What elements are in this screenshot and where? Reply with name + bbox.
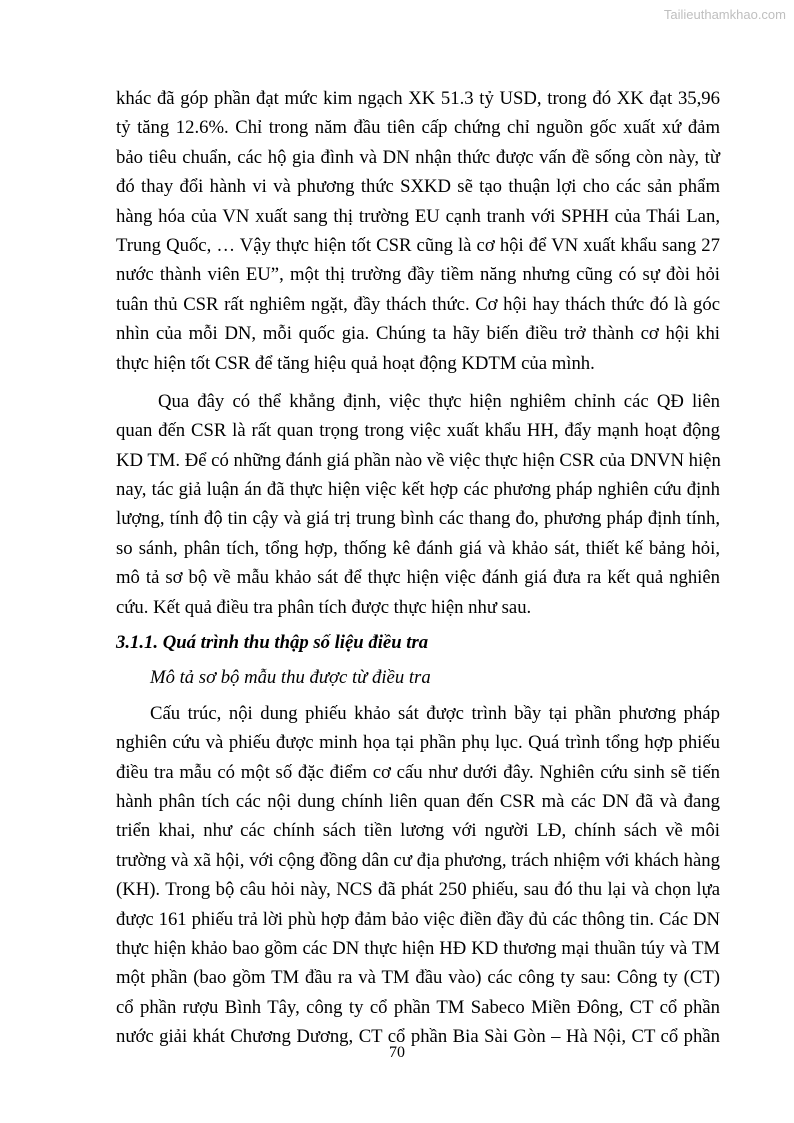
text-line: được 161 phiếu trả lời phù hợp đảm bảo việc điền đầy đủ các thông tin. Các DN bbox=[116, 908, 720, 930]
text-line: so sánh, phân tích, tổng hợp, thống kê đánh giá và khảo sát, thiết kế bảng hỏi, bbox=[116, 537, 720, 559]
text-line: điều tra mẫu có một số đặc điểm cơ cấu như dưới đây. Nghiên cứu sinh sẽ tiến bbox=[116, 761, 720, 783]
text-line: tuân thủ CSR rất nghiêm ngặt, đầy thách thức. Cơ hội hay thách thức đó là góc bbox=[116, 293, 720, 315]
text-line: nay, tác giả luận án đã thực hiện việc kết hợp các phương pháp nghiên cứu định bbox=[116, 479, 720, 501]
text-line: nước giải khát Chương Dương, CT cổ phần Bia Sài Gòn – Hà Nội, CT cổ phần bbox=[116, 1026, 720, 1048]
text-line: Cấu trúc, nội dung phiếu khảo sát được trình bầy tại phần phương pháp bbox=[150, 702, 720, 724]
paragraph-2 bbox=[116, 387, 720, 622]
section-heading: 3.1.1. Quá trình thu thập số liệu điều tra bbox=[116, 632, 429, 654]
text-line: nhìn của mỗi DN, mỗi quốc gia. Chúng ta hãy biến điều trở thành cơ hội khi bbox=[116, 323, 720, 345]
text-line: khác đã góp phần đạt mức kim ngạch XK 51.3 tỷ USD, trong đó XK đạt 35,96 bbox=[116, 88, 720, 109]
text-line: Qua đây có thể khẳng định, việc thực hiện nghiêm chỉnh các QĐ liên bbox=[158, 390, 720, 412]
watermark: Tailieuthamkhao.com bbox=[663, 7, 786, 22]
text-line: thực hiện khảo bao gồm các DN thực hiện HĐ KD thương mại thuần túy và TM bbox=[116, 937, 720, 959]
text-line: hàng hóa của VN xuất sang thị trường EU cạnh tranh với SPHH của Thái Lan, bbox=[116, 205, 720, 227]
text-line: quan đến CSR là rất quan trọng trong việc xuất khẩu HH, đẩy mạnh hoạt động bbox=[116, 420, 720, 442]
text-line: lượng, tính độ tin cậy và giá trị trung bình các thang đo, phương pháp định tính, bbox=[116, 508, 720, 530]
paragraph-3 bbox=[116, 699, 720, 1052]
subheading: Mô tả sơ bộ mẫu thu được từ điều tra bbox=[150, 667, 431, 689]
text-line: hành phân tích các nội dung chính liên quan đến CSR mà các DN đã và đang bbox=[116, 790, 720, 812]
text-line: (KH). Trong bộ câu hỏi này, NCS đã phát 250 phiếu, sau đó thu lại và chọn lựa bbox=[116, 879, 720, 901]
text-line: đó thay đổi hành vi và phương thức SXKD sẽ tạo thuận lợi cho các sản phẩm bbox=[116, 176, 720, 198]
page-content bbox=[116, 84, 720, 1052]
text-line: KD TM. Để có những đánh giá phần nào về việc thực hiện CSR của DNVN hiện bbox=[116, 449, 721, 471]
text-line: cứu. Kết quả điều tra phân tích được thực hiện như sau. bbox=[116, 596, 532, 618]
text-line: một phần (bao gồm TM đầu ra và TM đầu vào) các công ty sau: Công ty (CT) bbox=[116, 967, 720, 989]
text-line: trường và xã hội, với cộng đồng dân cư địa phương, trách nhiệm với khách hàng bbox=[116, 849, 720, 871]
text-line: mô tả sơ bộ về mẫu khảo sát để thực hiện việc đánh giá đưa ra kết quả nghiên bbox=[116, 567, 720, 589]
text-line: triển khai, như các chính sách tiền lương với người LĐ, chính sách về môi bbox=[116, 820, 720, 842]
text-line: cổ phần rượu Bình Tây, công ty cổ phần TM Sabeco Miền Đông, CT cổ phần bbox=[116, 996, 720, 1018]
text-line: nghiên cứu và phiếu được minh họa tại phần phụ lục. Quá trình tổng hợp phiếu bbox=[116, 732, 720, 754]
text-line: tỷ tăng 12.6%. Chỉ trong năm đầu tiên cấp chứng chỉ nguồn gốc xuất xứ đảm bbox=[116, 117, 720, 139]
text-line: bảo tiêu chuẩn, các hộ gia đình và DN nhận thức được vấn đề sống còn này, từ bbox=[116, 146, 720, 168]
page-number: 70 bbox=[389, 1044, 405, 1061]
text-line: Trung Quốc, … Vậy thực hiện tốt CSR cũng là cơ hội để VN xuất khẩu sang 27 bbox=[116, 234, 720, 256]
paragraph-1 bbox=[116, 84, 720, 378]
text-line: nước thành viên EU”, một thị trường đầy tiềm năng nhưng cũng có sự đòi hỏi bbox=[116, 264, 720, 286]
text-line: thực hiện tốt CSR để tăng hiệu quả hoạt động KDTM của mình. bbox=[116, 352, 595, 374]
